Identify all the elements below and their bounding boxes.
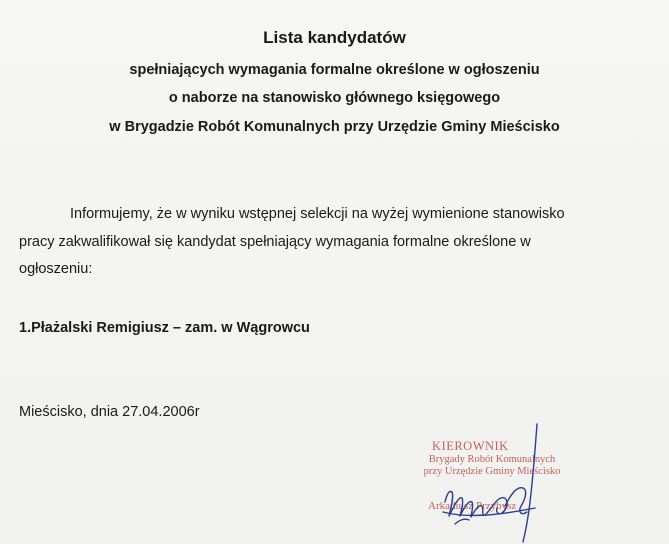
stamp-line-1: Brygady Robót Komunalnych: [428, 453, 556, 465]
document-subtitle-line-2: o naborze na stanowisko głównego księgowego: [168, 90, 501, 106]
handwritten-signature: [425, 420, 575, 544]
stamp-title: KIEROWNIK: [432, 439, 509, 453]
document-title: Lista kandydatów: [263, 28, 406, 47]
candidate-entry: 1.Płażalski Remigiusz – zam. w Wągrowcu: [19, 320, 310, 336]
place-and-date: Mieścisko, dnia 27.04.2006r: [19, 404, 200, 420]
body-text-line-2: pracy zakwalifikował się kandydat spełniający wymagania formalne określone w: [19, 234, 531, 250]
body-text-line-1: Informujemy, że w wyniku wstępnej selekcji na wyżej wymienione stanowisko: [70, 206, 565, 222]
document-subtitle-line-3: w Brygadzie Robót Komunalnych przy Urzędzie Gminy Mieścisko: [109, 119, 560, 135]
body-text-line-3: ogłoszeniu:: [19, 261, 93, 277]
stamp-name: Arkadiusz Przybysz: [428, 500, 517, 512]
stamp-line-2: przy Urzędzie Gminy Mieścisko: [423, 466, 561, 477]
document-subtitle-line-1: spełniających wymagania formalne określone w ogłoszeniu: [129, 62, 540, 78]
